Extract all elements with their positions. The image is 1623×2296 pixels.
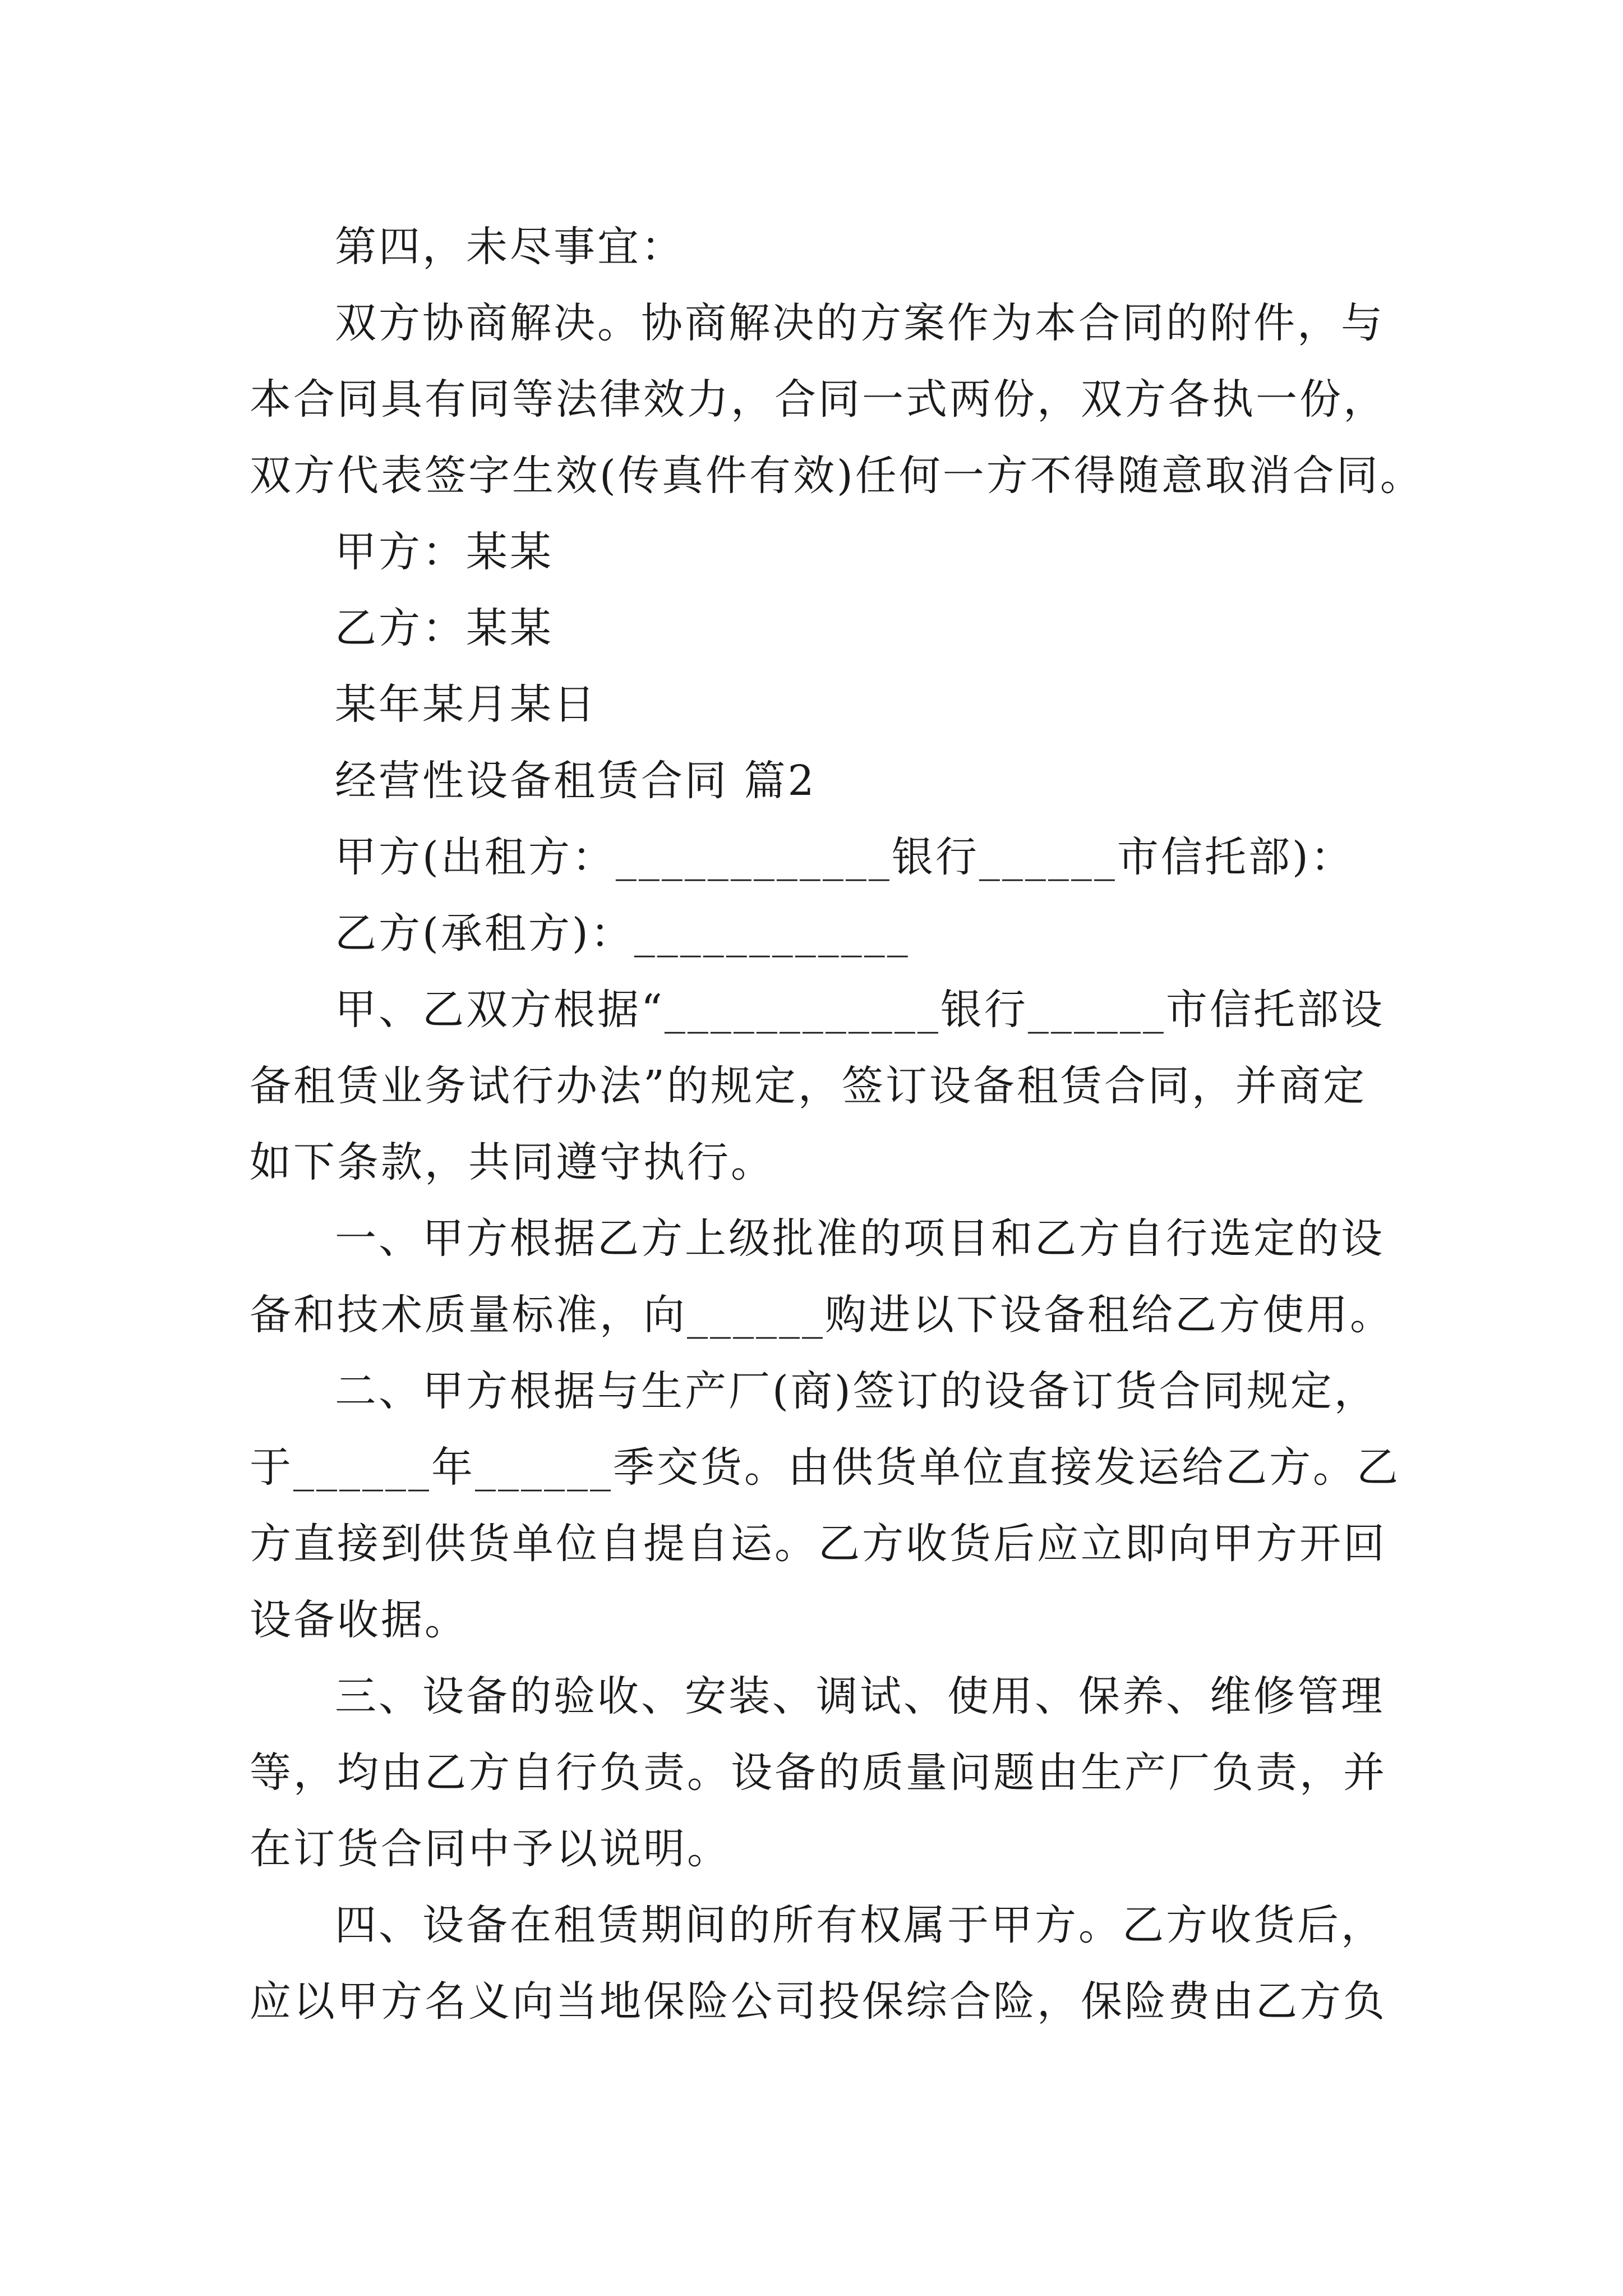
paragraph-line: 甲、乙双方根据“____________银行______市信托部设 xyxy=(335,986,1385,1034)
clause-4-line: 四、设备在租赁期间的所有权属于甲方。乙方收货后， xyxy=(335,1901,1385,1949)
party-b-line: 乙方：某某 xyxy=(335,604,554,652)
lessor-line: 甲方(出租方：____________银行______市信托部)： xyxy=(335,833,1354,881)
clause-3-line: 三、设备的验收、安装、调试、使用、保养、维修管理 xyxy=(335,1672,1385,1720)
clause-1-line: 一、甲方根据乙方上级批准的项目和乙方自行选定的设 xyxy=(335,1214,1385,1263)
section-heading-unresolved-matters: 第四，未尽事宜： xyxy=(335,223,685,271)
document-body xyxy=(250,209,1424,2040)
party-a-line: 甲方：某某 xyxy=(335,528,554,576)
clause-2-line: 设备收据。 xyxy=(250,1596,468,1644)
lessee-line: 乙方(承租方)：____________ xyxy=(335,909,910,958)
clause-1-line: 备和技术质量标准，向______购进以下设备租给乙方使用。 xyxy=(250,1291,1394,1339)
clause-3-line: 在订货合同中予以说明。 xyxy=(250,1825,731,1873)
clause-2-line: 方直接到供货单位自提自运。乙方收货后应立即向甲方开回 xyxy=(250,1520,1387,1568)
clause-4-line: 应以甲方名义向当地保险公司投保综合险，保险费由乙方负 xyxy=(250,1977,1387,2026)
clause-2-line: 二、甲方根据与生产厂(商)签订的设备订货合同规定， xyxy=(335,1367,1378,1415)
contract-title: 经营性设备租赁合同 篇2 xyxy=(335,757,817,805)
paragraph-line: 本合同具有同等法律效力，合同一式两份，双方各执一份， xyxy=(250,375,1387,424)
paragraph-line: 双方协商解决。协商解决的方案作为本合同的附件，与 xyxy=(335,299,1385,347)
clause-3-line: 等，均由乙方自行负责。设备的质量问题由生产厂负责，并 xyxy=(250,1749,1387,1797)
date-line: 某年某月某日 xyxy=(335,680,597,729)
paragraph-line: 如下条款，共同遵守执行。 xyxy=(250,1138,774,1186)
paragraph-line: 备租赁业务试行办法”的规定，签订设备租赁合同，并商定 xyxy=(250,1062,1367,1110)
clause-2-line: 于______年______季交货。由供货单位直接发运给乙方。乙 xyxy=(250,1443,1400,1492)
paragraph-line: 双方代表签字生效(传真件有效)任何一方不得随意取消合同。 xyxy=(250,452,1424,500)
